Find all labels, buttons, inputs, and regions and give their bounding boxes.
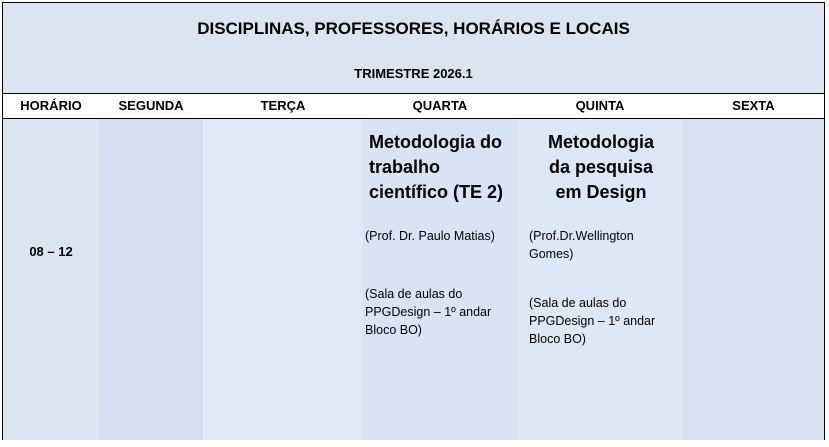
professor-quinta: (Prof.Dr.Wellington Gomes) (529, 229, 634, 261)
page-title: DISCIPLINAS, PROFESSORES, HORÁRIOS E LOCAIS (197, 19, 630, 38)
course-title-quarta: Metodologia do trabalho científico (TE 2) (369, 132, 504, 202)
column-header-quarta: QUARTA (412, 98, 468, 113)
schedule-table (2, 2, 825, 440)
column-header-terca: TERÇA (260, 98, 306, 113)
room-quinta: (Sala de aulas do PPGDesign – 1º andar Bloco BO) (529, 296, 656, 346)
professor-quarta: (Prof. Dr. Paulo Matias) (365, 229, 495, 243)
course-title-quinta: Metodologia da pesquisa em Design (548, 132, 654, 202)
trimester-label: TRIMESTRE 2026.1 (354, 66, 473, 81)
cell-sexta (683, 119, 824, 440)
column-header-horario: HORÁRIO (20, 98, 82, 113)
cell-horario (3, 119, 99, 440)
cell-segunda (99, 119, 203, 440)
column-header-quinta: QUINTA (575, 98, 625, 113)
column-header-segunda: SEGUNDA (118, 98, 184, 113)
time-slot: 08 – 12 (29, 244, 73, 259)
weekday-header-row (3, 94, 824, 119)
cell-terca (203, 119, 363, 440)
column-header-sexta: SEXTA (732, 98, 775, 113)
table-header (3, 3, 824, 94)
room-quarta: (Sala de aulas do PPGDesign – 1º andar Bloco BO) (365, 287, 492, 337)
